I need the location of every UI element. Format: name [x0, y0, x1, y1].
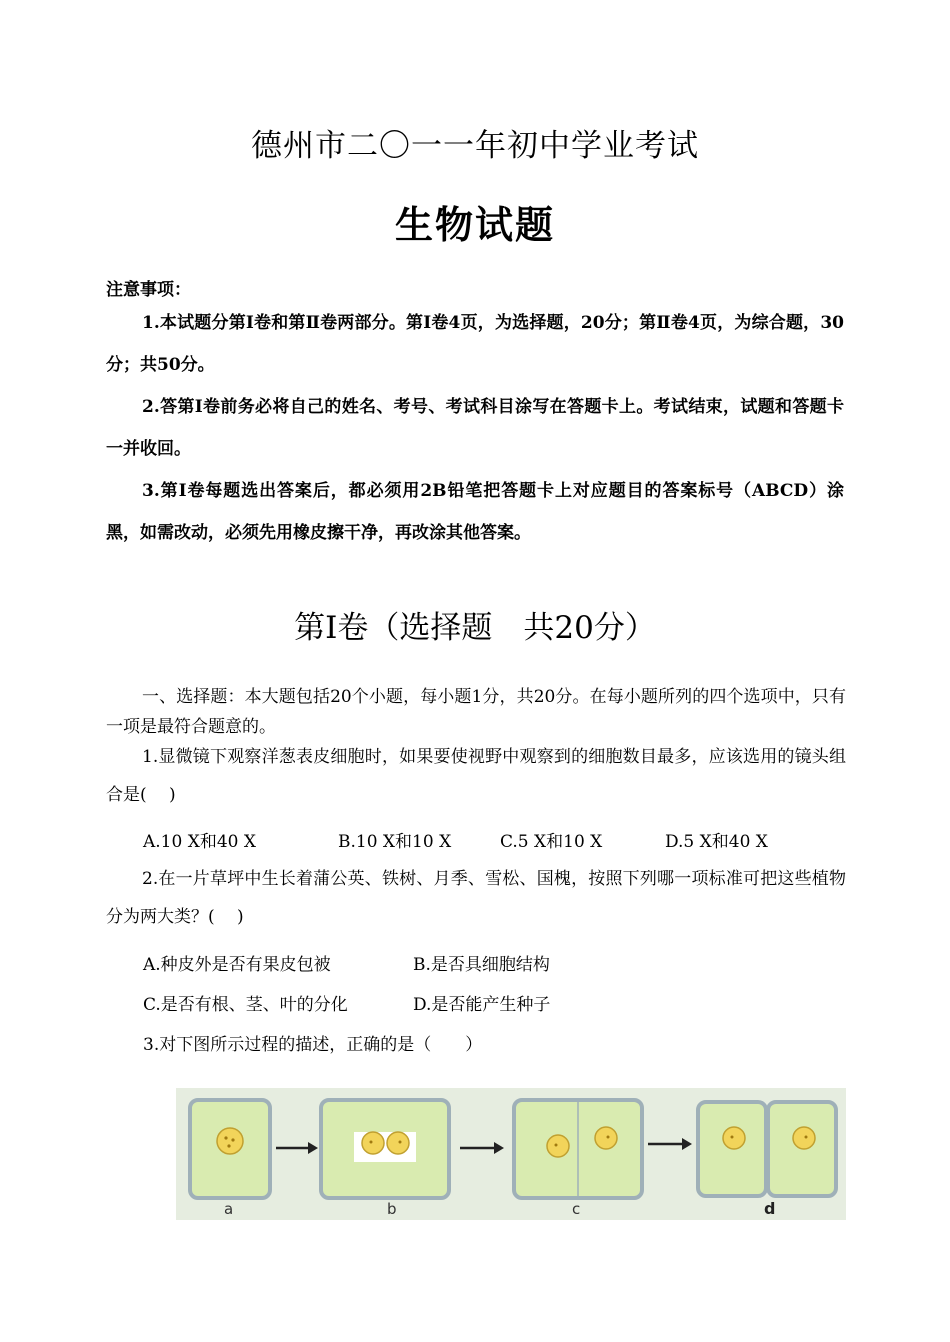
cell-d [698, 1102, 836, 1196]
q1-option-d: D.5 X和40 X [665, 832, 768, 852]
section-instructions: 一、选择题：本大题包括20个小题，每小题1分，共20分。在每小题所列的四个选项中，只有一项是最符合题意的。 [106, 687, 846, 737]
cell-a [190, 1100, 270, 1198]
section-heading: 第Ⅰ卷（选择题 共20分） [294, 610, 656, 646]
q2-option-d: D.是否能产生种子 [413, 995, 551, 1015]
note-item-2: 2.答第Ⅰ卷前务必将自己的姓名、考号、考试科目涂写在答题卡上。考试结束，试题和答题卡一并收回。 [106, 397, 844, 459]
question-3-stem: 3.对下图所示过程的描述，正确的是（ ） [143, 1035, 483, 1055]
cell-b [321, 1100, 449, 1198]
question-1-stem: 1.显微镜下观察洋葱表皮细胞时，如果要使视野中观察到的细胞数目最多，应该选用的镜头组合是( ) [106, 747, 846, 805]
exam-title: 生物试题 [394, 202, 555, 247]
figure-label-d: d [764, 1199, 776, 1218]
q2-option-a: A.种皮外是否有果皮包被 [143, 955, 331, 975]
figure-label-a: a [224, 1200, 234, 1218]
notes-title: 注意事项： [106, 280, 191, 300]
note-item-1: 1.本试题分第Ⅰ卷和第Ⅱ卷两部分。第Ⅰ卷4页，为选择题，20分；第Ⅱ卷4页，为综合题，30分；共50分。 [106, 313, 844, 375]
note-item-3: 3.第Ⅰ卷每题选出答案后，都必须用2B铅笔把答题卡上对应题目的答案标号（ABCD）涂黑，如需改动，必须先用橡皮擦干净，再改涂其他答案。 [106, 481, 844, 543]
cell-c [514, 1100, 642, 1198]
q2-option-c: C.是否有根、茎、叶的分化 [143, 995, 348, 1015]
cell-division-figure [176, 1088, 846, 1220]
figure-label-b: b [387, 1200, 397, 1218]
q1-option-a: A.10 X和40 X [143, 832, 256, 852]
q1-option-c: C.5 X和10 X [500, 832, 603, 852]
question-2-stem: 2.在一片草坪中生长着蒲公英、铁树、月季、雪松、国槐，按照下列哪一项标准可把这些植物分为两大类？( ) [106, 869, 846, 927]
q1-option-b: B.10 X和10 X [338, 832, 452, 852]
q2-option-b: B.是否具细胞结构 [413, 955, 550, 975]
exam-subtitle: 德州市二〇一一年初中学业考试 [251, 128, 699, 164]
figure-label-c: c [572, 1200, 581, 1218]
